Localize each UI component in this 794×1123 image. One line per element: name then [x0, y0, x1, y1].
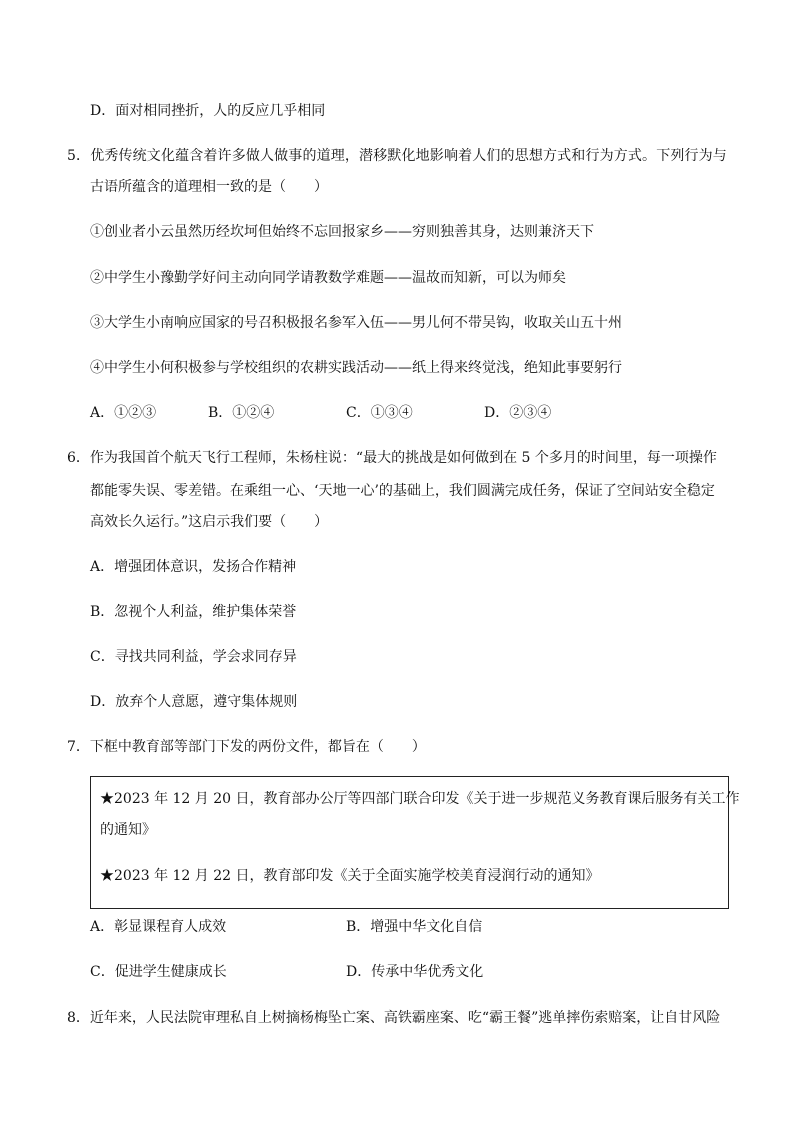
q5-stem-line2: 古语所蕴含的道理相一致的是（ ）	[90, 179, 328, 195]
q5-option-b: B．①②④	[208, 405, 275, 421]
q7-box-line1: ★2023 年 12 月 20 日，教育部办公厅等四部门联合印发《关于进一步规范义务教育课后服务有关工作	[100, 791, 740, 807]
q6-option-c: C．寻找共同利益，学会求同存异	[90, 649, 297, 665]
q6-stem-line3: 高效长久运行。”这启示我们要（ ）	[90, 514, 329, 530]
q7-option-b: B．增强中华文化自信	[346, 919, 483, 935]
q7-options-row2	[90, 962, 730, 982]
q6-option-b: B．忽视个人利益，维护集体荣誉	[90, 604, 297, 620]
q7-option-d: D．传承中华优秀文化	[346, 964, 484, 980]
q5-item-4: ④中学生小何积极参与学校组织的农耕实践活动——纸上得来终觉浅，绝知此事要躬行	[90, 360, 622, 376]
q5-option-c: C．①③④	[346, 405, 413, 421]
q5-options	[90, 403, 730, 423]
q6-stem-line2: 都能零失误、零差错。在乘组一心、‘天地一心’的基础上，我们圆满完成任务，保证了空间站安全稳定	[90, 483, 715, 499]
q5-option-a: A．①②③	[90, 405, 157, 421]
q7-box-line2: 的通知》	[100, 822, 156, 838]
q7-option-c: C．促进学生健康成长	[90, 964, 227, 980]
q6-option-a: A．增强团体意识，发扬合作精神	[90, 559, 297, 575]
q4-option-d: D．面对相同挫折，人的反应几乎相同	[90, 103, 326, 119]
q6-stem-line1: 6．作为我国首个航天飞行工程师，朱杨柱说：“最大的挑战是如何做到在 5 个多月的时间里，每一项操作	[67, 450, 717, 466]
q5-item-2: ②中学生小豫勤学好问主动向同学请教数学难题——温故而知新，可以为师矣	[90, 270, 566, 286]
q5-stem-line1: 5．优秀传统文化蕴含着许多做人做事的道理，潜移默化地影响着人们的思想方式和行为方式。下列行为与	[67, 148, 727, 164]
q8-stem-line1: 8．近年来，人民法院审理私自上树摘杨梅坠亡案、高铁霸座案、吃“霸王餐”逃单摔伤索赔案，让自甘风险	[67, 1010, 721, 1026]
q5-item-1: ①创业者小云虽然历经坎坷但始终不忘回报家乡——穷则独善其身，达则兼济天下	[90, 224, 594, 240]
q7-options-row1	[90, 917, 730, 937]
q7-material-box	[90, 776, 740, 909]
q7-stem: 7．下框中教育部等部门下发的两份文件，都旨在（ ）	[67, 739, 426, 755]
q7-option-a: A．彰显课程育人成效	[90, 919, 227, 935]
q6-option-d: D．放弃个人意愿，遵守集体规则	[90, 694, 298, 710]
q5-option-d: D．②③④	[484, 405, 552, 421]
q5-item-3: ③大学生小南响应国家的号召积极报名参军入伍——男儿何不带吴钩，收取关山五十州	[90, 315, 622, 331]
q7-box-line3: ★2023 年 12 月 22 日，教育部印发《关于全面实施学校美育浸润行动的通知》	[100, 868, 600, 884]
